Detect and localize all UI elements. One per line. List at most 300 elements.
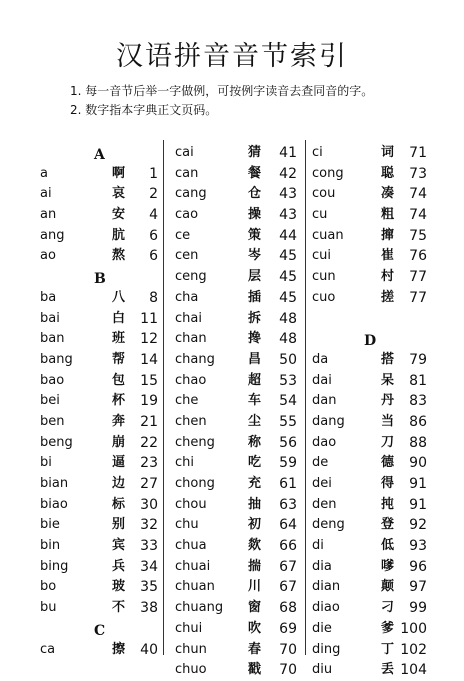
syllable: chen xyxy=(175,413,207,429)
syllable: chai xyxy=(175,310,202,326)
page-number: 41 xyxy=(279,145,297,161)
example-character: 川 xyxy=(248,579,262,595)
section-letter: A xyxy=(94,147,105,163)
example-character: 吃 xyxy=(248,455,262,471)
index-entry xyxy=(312,515,427,536)
syllable: chu xyxy=(175,517,199,533)
index-entry xyxy=(312,371,427,392)
syllable: ce xyxy=(175,227,191,243)
page-number: 86 xyxy=(409,413,427,430)
index-entry xyxy=(175,660,297,681)
page-number: 77 xyxy=(409,289,427,306)
example-character: 吹 xyxy=(248,620,262,636)
section-header xyxy=(40,143,158,164)
syllable: cheng xyxy=(175,434,215,450)
index-entry xyxy=(312,288,427,309)
syllable: cu xyxy=(312,207,328,223)
syllable: diao xyxy=(312,600,340,616)
example-character: 边 xyxy=(112,476,126,491)
page-number: 33 xyxy=(140,538,158,555)
syllable: biao xyxy=(40,496,68,512)
syllable: chan xyxy=(175,331,207,347)
index-entry xyxy=(175,350,297,371)
page-number: 90 xyxy=(409,455,427,472)
index-entry xyxy=(312,577,427,598)
example-character: 策 xyxy=(248,227,262,243)
example-character: 刁 xyxy=(381,600,395,616)
section-header xyxy=(40,267,158,288)
index-entry xyxy=(312,164,427,185)
index-entry xyxy=(312,205,427,226)
page-number: 83 xyxy=(409,393,427,410)
page-number: 81 xyxy=(409,372,427,389)
page-number: 45 xyxy=(279,269,297,286)
index-entry xyxy=(40,453,158,474)
index-entry xyxy=(40,391,158,412)
page-number: 77 xyxy=(409,269,427,286)
syllable: bu xyxy=(40,600,57,616)
example-character: 班 xyxy=(112,331,126,347)
example-character: 玻 xyxy=(112,579,126,595)
example-character: 擦 xyxy=(112,641,126,657)
syllable: bing xyxy=(40,558,69,574)
example-character: 戳 xyxy=(248,662,262,678)
syllable: ban xyxy=(40,331,65,347)
index-entry xyxy=(175,453,297,474)
index-entry xyxy=(175,226,297,247)
example-character: 欻 xyxy=(248,538,262,554)
page-number: 59 xyxy=(279,455,297,472)
example-character: 猜 xyxy=(248,145,262,160)
syllable: den xyxy=(312,496,337,512)
syllable: chong xyxy=(175,476,215,491)
page-number: 27 xyxy=(140,476,158,492)
syllable: ang xyxy=(40,227,65,243)
index-entry xyxy=(40,640,158,661)
index-column-3 xyxy=(312,143,427,681)
index-entry xyxy=(312,453,427,474)
column-divider xyxy=(163,140,164,655)
note-1: 1. 每一音节后举一字做例，可按例字读音去查同音的字。 xyxy=(70,84,374,98)
example-character: 德 xyxy=(381,455,395,471)
syllable: bian xyxy=(40,476,69,491)
example-character: 聪 xyxy=(381,165,395,181)
page-number: 15 xyxy=(140,372,158,389)
index-entry xyxy=(312,495,427,516)
syllable: dia xyxy=(312,558,332,574)
syllable: chun xyxy=(175,641,207,657)
syllable: chuo xyxy=(175,662,207,678)
index-entry xyxy=(175,433,297,454)
syllable: cou xyxy=(312,186,336,202)
syllable: dian xyxy=(312,579,341,595)
syllable: a xyxy=(40,165,48,181)
page-number: 45 xyxy=(279,289,297,306)
page-number: 93 xyxy=(409,538,427,555)
index-entry xyxy=(312,226,427,247)
syllable: ben xyxy=(40,413,65,429)
index-entry xyxy=(312,660,427,681)
example-character: 搀 xyxy=(248,331,262,347)
syllable: an xyxy=(40,207,57,223)
index-entry xyxy=(40,515,158,536)
example-character: 安 xyxy=(112,207,126,223)
index-entry xyxy=(312,143,427,164)
syllable: bo xyxy=(40,579,57,595)
index-entry xyxy=(312,536,427,557)
syllable: chua xyxy=(175,538,207,554)
syllable: die xyxy=(312,620,332,636)
index-entry xyxy=(175,143,297,164)
page-number: 67 xyxy=(279,579,297,596)
page-number: 67 xyxy=(279,558,297,575)
example-character: 颠 xyxy=(381,579,395,595)
page-number: 23 xyxy=(140,455,158,472)
example-character: 登 xyxy=(381,517,395,533)
page-number: 38 xyxy=(140,600,158,617)
example-character: 车 xyxy=(248,393,262,409)
index-entry xyxy=(175,329,297,350)
page-number: 8 xyxy=(149,289,158,306)
syllable: dao xyxy=(312,434,337,450)
syllable: can xyxy=(175,165,199,181)
example-character: 岑 xyxy=(248,248,262,264)
index-entry xyxy=(175,391,297,412)
index-entry xyxy=(40,329,158,350)
example-character: 八 xyxy=(112,289,126,305)
page-number: 32 xyxy=(140,517,158,534)
index-column-1 xyxy=(40,143,158,660)
index-entry xyxy=(40,184,158,205)
example-character: 杯 xyxy=(112,393,126,409)
index-entry xyxy=(40,288,158,309)
page-number: 6 xyxy=(149,227,158,244)
page-number: 79 xyxy=(409,351,427,368)
syllable: cuo xyxy=(312,289,336,305)
syllable: chang xyxy=(175,351,215,367)
page-number: 43 xyxy=(279,207,297,224)
page-number: 66 xyxy=(279,538,297,555)
example-character: 村 xyxy=(381,269,395,285)
page-number: 91 xyxy=(409,496,427,513)
example-character: 白 xyxy=(112,310,126,326)
example-character: 揣 xyxy=(248,558,262,574)
page-number: 40 xyxy=(140,641,158,658)
page-number: 54 xyxy=(279,393,297,410)
syllable: bi xyxy=(40,455,52,471)
page-number: 74 xyxy=(409,207,427,224)
index-entry xyxy=(40,412,158,433)
syllable: chou xyxy=(175,496,207,512)
example-character: 啊 xyxy=(112,165,126,181)
page-number: 68 xyxy=(279,600,297,617)
page-number: 96 xyxy=(409,558,427,575)
example-character: 爹 xyxy=(381,620,395,636)
example-character: 充 xyxy=(248,476,262,491)
page-number: 14 xyxy=(140,351,158,368)
index-entry xyxy=(40,536,158,557)
page-number: 76 xyxy=(409,248,427,265)
syllable: cang xyxy=(175,186,207,202)
example-character: 刀 xyxy=(381,434,395,450)
syllable: ai xyxy=(40,186,52,202)
syllable: chi xyxy=(175,455,194,471)
index-entry xyxy=(312,184,427,205)
example-character: 兵 xyxy=(112,558,126,574)
syllable: dei xyxy=(312,476,332,491)
example-character: 扽 xyxy=(381,496,395,512)
index-entry xyxy=(40,371,158,392)
page-number: 30 xyxy=(140,496,158,513)
example-character: 搭 xyxy=(381,351,395,367)
page-number: 61 xyxy=(279,476,297,492)
syllable: de xyxy=(312,455,329,471)
syllable: dan xyxy=(312,393,337,409)
syllable: cong xyxy=(312,165,344,181)
syllable: bao xyxy=(40,372,65,388)
syllable: ding xyxy=(312,641,341,657)
example-character: 抽 xyxy=(248,496,262,512)
index-entry xyxy=(312,557,427,578)
page-number: 4 xyxy=(149,207,158,224)
example-character: 餐 xyxy=(248,165,262,181)
page-number: 48 xyxy=(279,310,297,327)
syllable: di xyxy=(312,538,324,554)
syllable: ba xyxy=(40,289,57,305)
index-entry xyxy=(175,309,297,330)
page-number: 35 xyxy=(140,579,158,596)
page-number: 48 xyxy=(279,331,297,348)
syllable: cuan xyxy=(312,227,344,243)
index-entry xyxy=(40,557,158,578)
example-character: 丢 xyxy=(381,662,395,678)
syllable: bang xyxy=(40,351,73,367)
example-character: 哀 xyxy=(112,186,126,202)
example-character: 仓 xyxy=(248,186,262,202)
example-character: 称 xyxy=(248,434,262,450)
page-number: 53 xyxy=(279,372,297,389)
example-character: 春 xyxy=(248,641,262,657)
page-number: 55 xyxy=(279,413,297,430)
syllable: chuang xyxy=(175,600,224,616)
example-character: 肮 xyxy=(112,227,126,243)
example-character: 凑 xyxy=(381,186,395,202)
page-number: 19 xyxy=(140,393,158,410)
index-entry xyxy=(40,577,158,598)
index-entry xyxy=(40,495,158,516)
example-character: 当 xyxy=(381,413,395,429)
section-letter: B xyxy=(94,271,106,288)
index-entry xyxy=(40,474,158,495)
example-character: 奔 xyxy=(112,413,126,429)
example-character: 昌 xyxy=(248,351,262,367)
example-character: 丹 xyxy=(381,393,395,409)
example-character: 初 xyxy=(248,517,262,533)
syllable: cao xyxy=(175,207,199,223)
index-column-2 xyxy=(175,143,297,681)
page-number: 104 xyxy=(400,662,427,679)
example-character: 宾 xyxy=(112,538,126,554)
example-character: 标 xyxy=(112,496,126,512)
page-number: 102 xyxy=(400,641,427,658)
example-character: 包 xyxy=(112,372,126,388)
page-number: 64 xyxy=(279,517,297,534)
page-number: 50 xyxy=(279,351,297,368)
index-entry xyxy=(175,640,297,661)
example-character: 粗 xyxy=(381,207,395,223)
page-number: 71 xyxy=(409,145,427,161)
index-entry xyxy=(175,371,297,392)
example-character: 层 xyxy=(248,269,262,285)
page-number: 12 xyxy=(140,331,158,348)
section-letter: D xyxy=(364,333,377,350)
index-entry xyxy=(175,164,297,185)
index-entry xyxy=(175,515,297,536)
example-character: 撺 xyxy=(381,227,395,243)
syllable: cen xyxy=(175,248,199,264)
example-character: 崔 xyxy=(381,248,395,264)
page-number: 73 xyxy=(409,165,427,182)
index-entry xyxy=(312,412,427,433)
page-number: 34 xyxy=(140,558,158,575)
index-entry xyxy=(175,474,297,495)
syllable: beng xyxy=(40,434,73,450)
example-character: 帮 xyxy=(112,351,126,367)
example-character: 拆 xyxy=(248,310,262,326)
example-character: 尘 xyxy=(248,413,262,429)
page-number: 45 xyxy=(279,248,297,265)
page-number: 63 xyxy=(279,496,297,513)
index-entry xyxy=(175,288,297,309)
syllable: dang xyxy=(312,413,345,429)
index-entry xyxy=(175,246,297,267)
syllable: da xyxy=(312,351,329,367)
index-entry xyxy=(40,309,158,330)
page-number: 1 xyxy=(149,165,158,182)
example-character: 丁 xyxy=(381,641,395,657)
example-character: 得 xyxy=(381,476,395,491)
example-character: 不 xyxy=(112,600,126,616)
example-character: 嗲 xyxy=(381,558,395,574)
index-entry xyxy=(175,577,297,598)
syllable: deng xyxy=(312,517,345,533)
section-header xyxy=(312,329,427,350)
page-number: 97 xyxy=(409,579,427,596)
usage-notes xyxy=(70,82,373,120)
index-entry xyxy=(175,495,297,516)
index-entry xyxy=(312,433,427,454)
index-entry xyxy=(40,246,158,267)
page-number: 88 xyxy=(409,434,427,451)
index-entry xyxy=(175,267,297,288)
index-entry xyxy=(312,640,427,661)
syllable: dai xyxy=(312,372,332,388)
syllable: diu xyxy=(312,662,333,678)
index-entry xyxy=(40,350,158,371)
section-header xyxy=(40,619,158,640)
index-entry xyxy=(40,433,158,454)
page-number: 74 xyxy=(409,186,427,203)
page-number: 6 xyxy=(149,248,158,265)
syllable: bai xyxy=(40,310,60,326)
spacer xyxy=(312,309,427,330)
syllable: ceng xyxy=(175,269,207,285)
page-number: 100 xyxy=(400,620,427,637)
page-number: 21 xyxy=(140,413,158,430)
page-title: 汉语拼音音节索引 xyxy=(116,41,348,72)
page-number: 22 xyxy=(140,434,158,451)
syllable: ci xyxy=(312,145,323,160)
index-entry xyxy=(312,598,427,619)
page-number: 91 xyxy=(409,476,427,492)
example-character: 别 xyxy=(112,517,126,533)
example-character: 搓 xyxy=(381,289,395,305)
syllable: bie xyxy=(40,517,60,533)
index-entry xyxy=(175,536,297,557)
syllable: ca xyxy=(40,641,56,657)
page-number: 43 xyxy=(279,186,297,203)
index-entry xyxy=(40,205,158,226)
index-entry xyxy=(175,598,297,619)
section-letter: C xyxy=(94,622,106,639)
syllable: che xyxy=(175,393,199,409)
page-number: 70 xyxy=(279,641,297,658)
index-entry xyxy=(312,246,427,267)
example-character: 超 xyxy=(248,372,262,388)
syllable: ao xyxy=(40,248,56,264)
page-number: 2 xyxy=(149,186,158,203)
example-character: 词 xyxy=(381,145,395,160)
syllable: cha xyxy=(175,289,199,305)
index-entry xyxy=(312,267,427,288)
example-character: 低 xyxy=(381,538,395,554)
example-character: 操 xyxy=(248,207,262,223)
page-number: 70 xyxy=(279,662,297,679)
page-number: 11 xyxy=(140,310,158,327)
index-entry xyxy=(175,412,297,433)
index-entry xyxy=(312,474,427,495)
page-number: 75 xyxy=(409,227,427,244)
page-number: 56 xyxy=(279,434,297,451)
index-entry xyxy=(40,164,158,185)
syllable: chui xyxy=(175,620,203,636)
index-entry xyxy=(175,619,297,640)
index-entry xyxy=(40,598,158,619)
example-character: 逼 xyxy=(112,455,126,471)
syllable: cun xyxy=(312,269,336,285)
page-number: 69 xyxy=(279,620,297,637)
column-divider xyxy=(305,140,306,655)
index-entry xyxy=(40,226,158,247)
index-entry xyxy=(312,619,427,640)
page-number: 42 xyxy=(279,165,297,182)
page-number: 99 xyxy=(409,600,427,617)
index-entry xyxy=(175,205,297,226)
page-number: 92 xyxy=(409,517,427,534)
example-character: 呆 xyxy=(381,372,395,388)
syllable: bin xyxy=(40,538,61,554)
example-character: 窗 xyxy=(248,600,262,616)
syllable: cai xyxy=(175,145,194,160)
example-character: 崩 xyxy=(112,434,126,450)
syllable: chao xyxy=(175,372,207,388)
note-2: 2. 数字指本字典正文页码。 xyxy=(70,103,218,117)
example-character: 插 xyxy=(248,289,262,305)
index-entry xyxy=(312,350,427,371)
index-entry xyxy=(175,557,297,578)
index-entry xyxy=(312,391,427,412)
syllable: chuai xyxy=(175,558,211,574)
